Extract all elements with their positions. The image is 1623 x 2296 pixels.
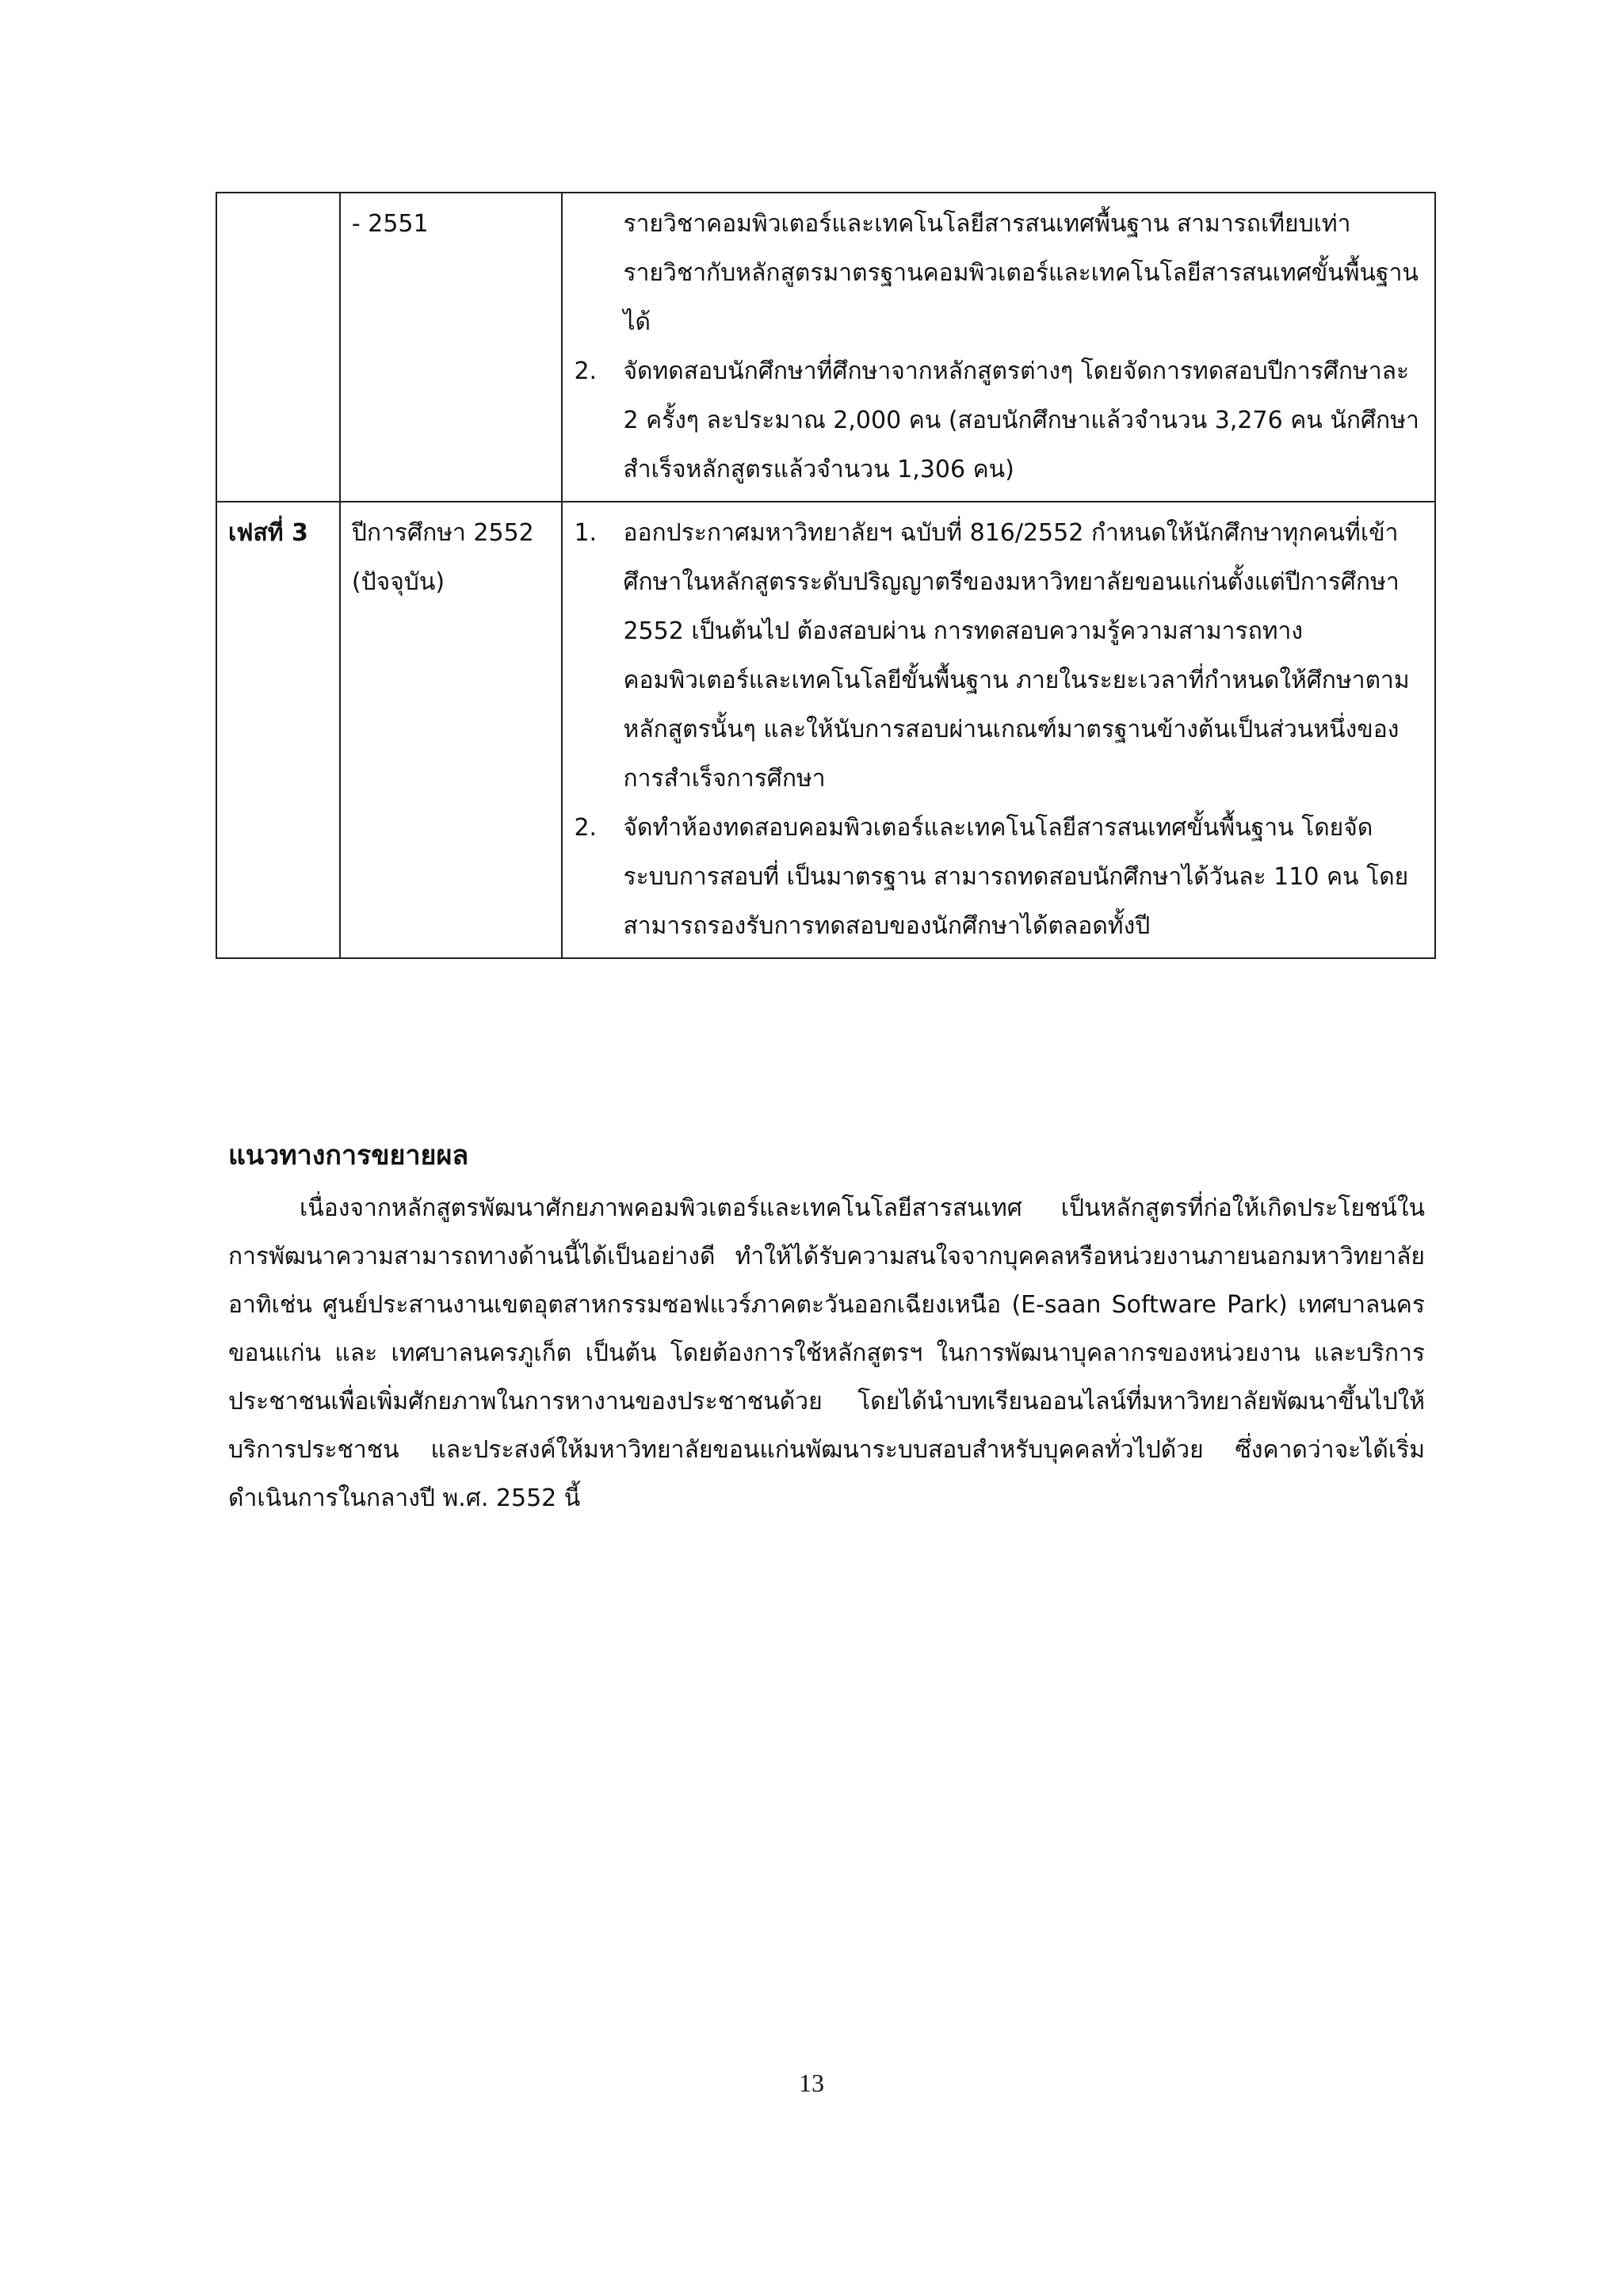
activity-cell	[562, 502, 1435, 958]
item-number: 1.	[574, 519, 598, 547]
continuation-text: รายวิชาคอมพิวเตอร์และเทคโนโลยีสารสนเทศพื้นฐาน สามารถเทียบเท่ารายวิชากับหลักสูตรมาตรฐานคอมพิวเตอร์และเทคโนโลยีสารสนเทศขั้นพื้นฐานได้	[623, 210, 1419, 336]
period-cell	[340, 502, 563, 958]
expansion-section	[228, 1133, 1425, 1522]
item-text: จัดทดสอบนักศึกษาที่ศึกษาจากหลักสูตรต่างๆ โดยจัดการทดสอบปีการศึกษาละ 2 ครั้งๆ ละประมาณ 2,000 คน (สอบนักศึกษาแล้วจำนวน 3,276 คน นักศึกษาสำเร็จหลักสูตรแล้วจำนวน 1,306 คน)	[623, 357, 1419, 483]
phase-cell	[216, 502, 340, 958]
section-heading: แนวทางการขยายผล	[228, 1140, 469, 1171]
phase-cell	[216, 193, 340, 502]
item-number: 2.	[574, 357, 598, 385]
phase-table	[216, 192, 1436, 959]
table-row	[216, 502, 1435, 958]
period-cell	[340, 193, 563, 502]
list-item	[574, 804, 1423, 951]
list-item	[574, 347, 1423, 495]
table-row	[216, 193, 1435, 502]
period-text: ปีการศึกษา 2552	[351, 519, 534, 547]
activity-cell	[562, 193, 1435, 502]
item-text: จัดทำห้องทดสอบคอมพิวเตอร์และเทคโนโลยีสารสนเทศขั้นพื้นฐาน โดยจัดระบบการสอบที่ เป็นมาตรฐาน สามารถทดสอบนักศึกษาได้วันละ 110 คน โดยสามารถรองรับการทดสอบของนักศึกษาได้ตลอดทั้งปี	[623, 814, 1409, 940]
item-number: 2.	[574, 814, 598, 842]
item-text: ออกประกาศมหาวิทยาลัยฯ ฉบับที่ 816/2552 กำหนดให้นักศึกษาทุกคนที่เข้าศึกษาในหลักสูตรระดับปริญญาตรีของมหาวิทยาลัยขอนแก่นตั้งแต่ปีการศึกษา 2552 เป็นต้นไป ต้องสอบผ่าน การทดสอบความรู้ความสามารถทางคอมพิวเตอร์และเทคโนโลยีขั้นพื้นฐาน ภายในระยะเวลาที่กำหนดให้ศึกษาตามหลักสูตรนั้นๆ และให้นับการสอบผ่านเกณฑ์มาตรฐานข้างต้นเป็นส่วนหนึ่งของการสำเร็จการศึกษา	[623, 519, 1410, 793]
activity-list	[574, 347, 1423, 495]
section-paragraph: เนื่องจากหลักสูตรพัฒนาศักยภาพคอมพิวเตอร์และเทคโนโลยีสารสนเทศ เป็นหลักสูตรที่ก่อให้เกิดประโยชน์ในการพัฒนาความสามารถทางด้านนี้ได้เป็นอย่างดี ทำให้ได้รับความสนใจจากบุคคลหรือหน่วยงานภายนอกมหาวิทยาลัย อาทิเช่น ศูนย์ประสานงานเขตอุตสาหกรรมซอฟแวร์ภาคตะวันออกเฉียงเหนือ (E-saan Software Park) เทศบาลนครขอนแก่น และ เทศบาลนครภูเก็ต เป็นต้น โดยต้องการใช้หลักสูตรฯ ในการพัฒนาบุคลากรของหน่วยงาน และบริการประชาชนเพื่อเพิ่มศักยภาพในการหางานของประชาชนด้วย โดยได้นำบทเรียนออนไลน์ที่มหาวิทยาลัยพัฒนาขึ้นไปให้บริการประชาชน และประสงค์ให้มหาวิทยาลัยขอนแก่นพัฒนาระบบสอบสำหรับบุคคลทั่วไปด้วย ซึ่งคาดว่าจะได้เริ่มดำเนินการในกลางปี พ.ศ. 2552 นี้	[228, 1194, 1425, 1512]
period-note: (ปัจจุบัน)	[351, 568, 445, 596]
list-item	[574, 509, 1423, 804]
page-number: 13	[799, 2069, 824, 2097]
phase-label: เฟสที่ 3	[228, 519, 308, 547]
period-text: - 2551	[351, 210, 429, 238]
activity-list	[574, 509, 1423, 951]
